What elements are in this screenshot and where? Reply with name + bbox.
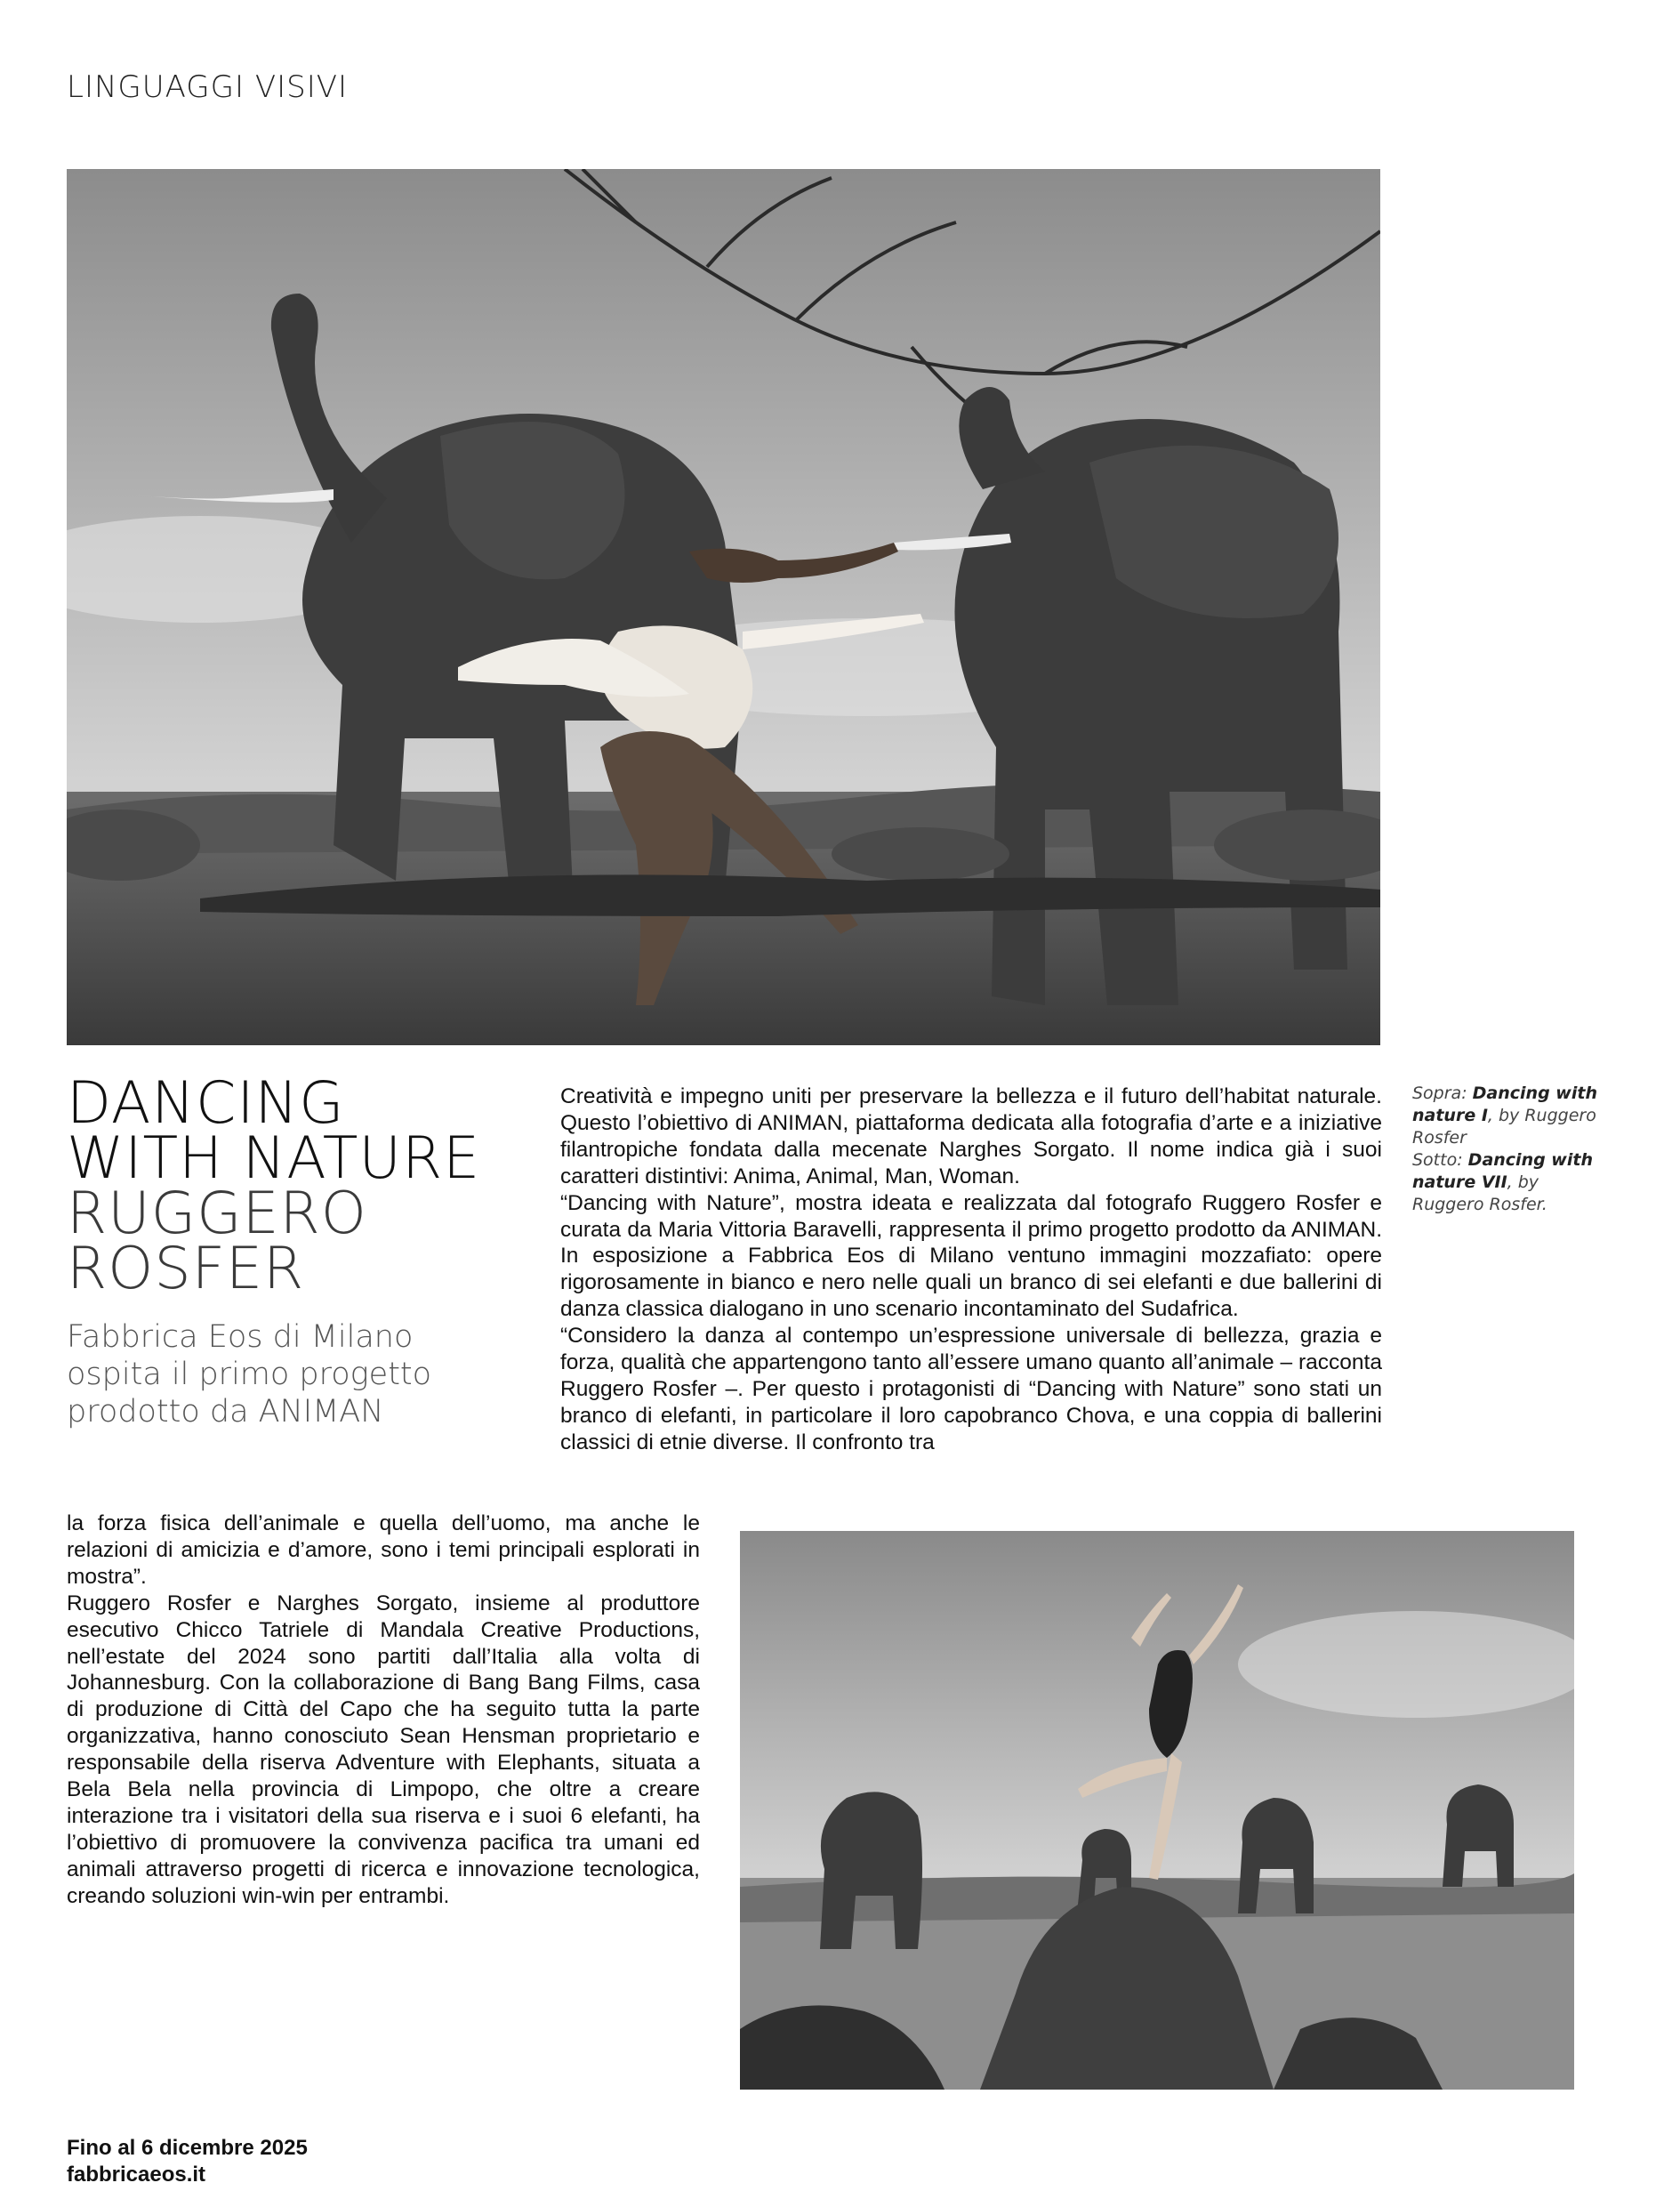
caption-credit-top: , by Ruggero Rosfer (1412, 1106, 1596, 1148)
article-headline (67, 1070, 529, 1302)
body-paragraph: “Considero la danza al contempo un’espressione universale di bellezza, grazia e forza, qualità che appartengono tanto all’essere umano quanto all’animale – racconta Ruggero Rosfer –. Per questo i protagonisti di “Dancing with Nature” sono stati un branco di elefanti, in particolare il loro capobranco Chova, e una coppia di ballerini classici di etnie diverse. Il confronto tra (560, 1324, 1382, 1454)
photo-caption (1412, 1083, 1599, 1216)
body-paragraph: la forza fisica dell’animale e quella dell’uomo, ma anche le relazioni di amicizia e d’amore, sono i temi principali esplorati in mostra”. (67, 1511, 700, 1589)
exhibition-info (67, 2135, 308, 2188)
photo-dancing-with-nature-i (67, 169, 1380, 1045)
section-label: LINGUAGGI VISIVI (67, 69, 349, 105)
headline-line-1: DANCING (67, 1070, 345, 1137)
headline-author-line-1: RUGGERO (67, 1180, 367, 1247)
body-paragraph: Creatività e impegno uniti per preservare la bellezza e il futuro dell’habitat naturale. Questo l’obiettivo di ANIMAN, piattaforma dedicata alla fotografia d’arte e a iniziative filantropiche fondata dalla mecenate Narghes Sorgato. Il nome indica già i suoi caratteri distintivi: Anima, Animal, Man, Woman. (560, 1084, 1382, 1188)
caption-label-top: Sopra: (1412, 1083, 1467, 1103)
article-subtitle: Fabbrica Eos di Milano ospita il primo progetto prodotto da ANIMAN (67, 1319, 432, 1430)
caption-title-top: Dancing with nature I (1412, 1083, 1597, 1125)
body-paragraph: “Dancing with Nature”, mostra ideata e realizzata dal fotografo Ruggero Rosfer e curata da Maria Vittoria Baravelli, rappresenta il primo progetto prodotto da ANIMAN. In esposizione a Fabbrica Eos di Milano ventuno immagini mozzafiato: opere rigorosamente in bianco e nero nelle quali un branco di sei elefanti e due ballerini di danza classica dialogano in uno scenario incontaminato del Sudafrica. (560, 1190, 1382, 1322)
exhibition-website: fabbricaeos.it (67, 2163, 206, 2187)
body-paragraph: Ruggero Rosfer e Narghes Sorgato, insieme al produttore esecutivo Chicco Tatriele di Mandala Creative Productions, nell’estate del 2024 sono partiti dall’Italia alla volta di Johannesburg. Con la collaborazione di Bang Bang Films, casa di produzione di Città del Capo che ha seguito tutta la parte organizzativa, hanno conosciuto Sean Hensman proprietario e responsabile della riserva Adventure with Elephants, situata a Bela Bela nella provincia di Limpopo, che oltre a creare interazione tra i visitatori della sua riserva e i suoi 6 elefanti, ha l’obiettivo di promuovere la convivenza pacifica tra umani ed animali attraverso progetti di ricerca e innovazione tecnologica, creando soluzioni win-win per entrambi. (67, 1591, 700, 1908)
headline-line-2: WITH NATURE (67, 1125, 481, 1192)
exhibition-dates: Fino al 6 dicembre 2025 (67, 2136, 308, 2160)
body-column-right (560, 1083, 1382, 1456)
elephants-dancers-photo (67, 169, 1380, 1045)
body-column-left (67, 1510, 700, 1910)
caption-title-bottom: Dancing with nature VII (1412, 1150, 1593, 1192)
headline-author-line-2: ROSFER (67, 1236, 305, 1302)
photo-dancing-with-nature-vii (740, 1531, 1574, 2090)
ballerina-elephants-photo (740, 1531, 1574, 2090)
caption-credit-bottom: , by Ruggero Rosfer. (1412, 1172, 1547, 1214)
caption-label-bottom: Sotto: (1412, 1150, 1463, 1170)
